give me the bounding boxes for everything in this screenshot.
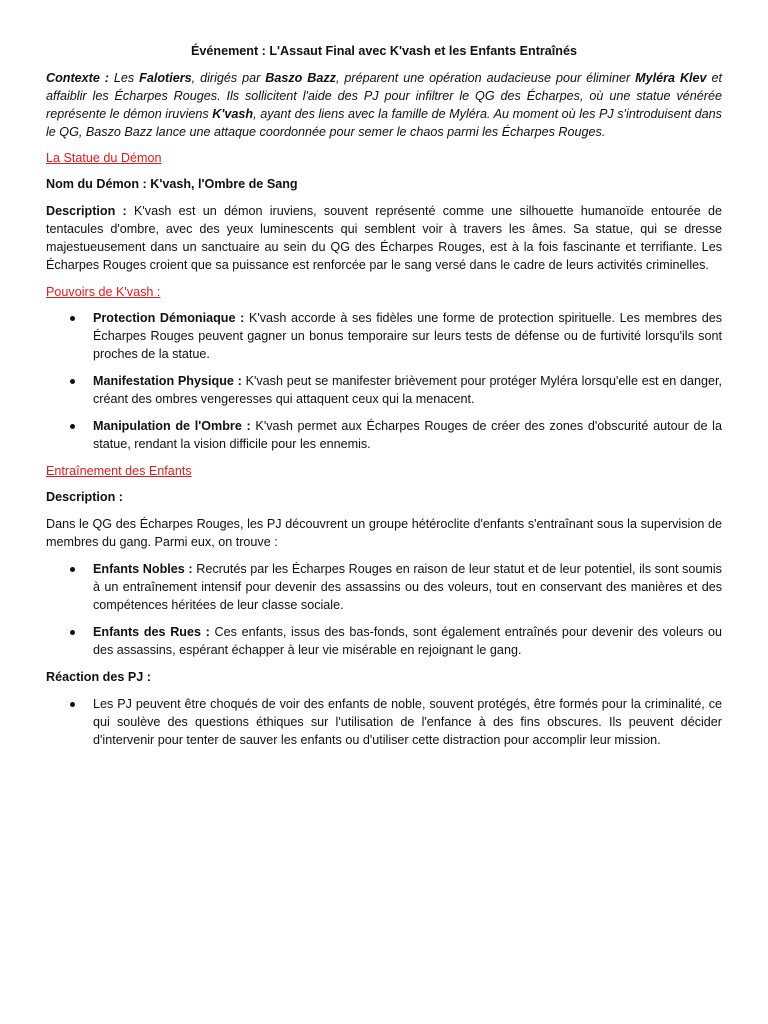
list-item <box>46 309 722 363</box>
list-item <box>46 695 722 749</box>
context-falotiers: Falotiers <box>139 71 192 85</box>
reaction-text: Les PJ peuvent être choqués de voir des enfants de noble, souvent protégés, être formés pour la criminalité, ce qui soulève des questions éthiques sur l'utilisation de l'enfance à des fins obscures. Ils peuvent décider d'intervenir pour tenter de sauver les enfants ou d'utiliser cette distraction pour accomplir leur mission. <box>93 697 722 747</box>
power-text: K'vash accorde à ses fidèles une forme de protection spirituelle. Les membres des Écharpes Rouges peuvent gagner un bonus temporaire sur leurs tests de défense ou de furtivité lorsqu'ils sont proches de la statue. <box>93 311 723 361</box>
context-text-5: , ayant des liens avec la famille de Myléra. Au moment où les PJ s'introduisent dans le QG, Baszo Bazz lance une attaque coordonnée pour semer le chaos parmi les Écharpes Rouges. <box>46 107 722 139</box>
bullet-icon <box>70 567 75 572</box>
children-text: Recrutés par les Écharpes Rouges en raison de leur statut et de leur potentiel, ils sont soumis à un entraînement intensif pour devenir des assassins ou des voleurs, tout en conservant des manières et des compétences héritées de leur classe sociale. <box>93 562 722 612</box>
power-term: Manipulation de l'Ombre : <box>93 419 251 433</box>
context-kvash: K'vash <box>212 107 254 121</box>
power-term: Manifestation Physique : <box>93 374 242 388</box>
list-item <box>46 623 722 659</box>
list-item <box>46 417 722 453</box>
heading-statue: La Statue du Démon <box>46 151 162 165</box>
bullet-icon <box>70 379 75 384</box>
bullet-icon <box>70 702 75 707</box>
children-list <box>46 560 722 659</box>
power-term: Protection Démoniaque : <box>93 311 245 325</box>
demon-name-line: Nom du Démon : K'vash, l'Ombre de Sang <box>46 177 298 191</box>
statue-description <box>46 202 722 274</box>
reaction-list <box>46 695 722 749</box>
context-text-2: , dirigés par <box>191 71 266 85</box>
context-baszo: Baszo Bazz <box>265 71 336 85</box>
training-description-label: Description : <box>46 490 123 504</box>
bullet-icon <box>70 316 75 321</box>
statue-description-text: K'vash est un démon iruviens, souvent représenté comme une silhouette humanoïde entourée de tentacules d'ombre, avec des yeux luminescents qui semblent voir à travers les âmes. Sa statue, qui se dresse majestueusement dans un sanctuaire au sein du QG des Écharpes Rouges, est à la fois fascinante et terrifiante. Les Écharpes Rouges croient que sa puissance est renforcée par le sang versé dans le cadre de leurs activités criminelles. <box>46 204 722 272</box>
heading-training: Entraînement des Enfants <box>46 464 192 478</box>
context-mylera: Myléra Klev <box>635 71 707 85</box>
document-page <box>46 42 722 758</box>
list-item <box>46 560 722 614</box>
powers-list <box>46 309 722 453</box>
reaction-label: Réaction des PJ : <box>46 670 151 684</box>
heading-powers: Pouvoirs de K'vash : <box>46 285 161 299</box>
bullet-icon <box>70 424 75 429</box>
children-text: Ces enfants, issus des bas-fonds, sont également entraînés pour devenir des voleurs ou des assassins, espérant échapper à leur vie misérable en rejoignant le gang. <box>93 625 722 657</box>
context-label: Contexte : <box>46 71 109 85</box>
children-term: Enfants Nobles : <box>93 562 193 576</box>
document-title: Événement : L'Assaut Final avec K'vash et les Enfants Entraînés <box>190 44 578 58</box>
context-text-1: Les <box>109 71 140 85</box>
list-item <box>46 372 722 408</box>
training-intro: Dans le QG des Écharpes Rouges, les PJ découvrent un groupe hétéroclite d'enfants s'entraînant sous la supervision de membres du gang. Parmi eux, on trouve : <box>46 517 722 549</box>
context-paragraph <box>46 69 722 141</box>
children-term: Enfants des Rues : <box>93 625 210 639</box>
context-text-4: et affaiblir les Écharpes Rouges. Ils sollicitent l'aide des PJ pour infiltrer le QG des Écharpes, où une statue vénérée représente le démon iruviens <box>46 71 722 121</box>
power-text: K'vash permet aux Écharpes Rouges de créer des zones d'obscurité autour de la statue, rendant la vision difficile pour les ennemis. <box>93 419 722 451</box>
context-text-3: , préparent une opération audacieuse pour éliminer <box>335 71 636 85</box>
statue-description-label: Description : <box>46 204 127 218</box>
bullet-icon <box>70 630 75 635</box>
power-text: K'vash peut se manifester brièvement pour protéger Myléra lorsqu'elle est en danger, créant des ombres vengeresses qui attaquent ceux qui la menacent. <box>93 374 722 406</box>
